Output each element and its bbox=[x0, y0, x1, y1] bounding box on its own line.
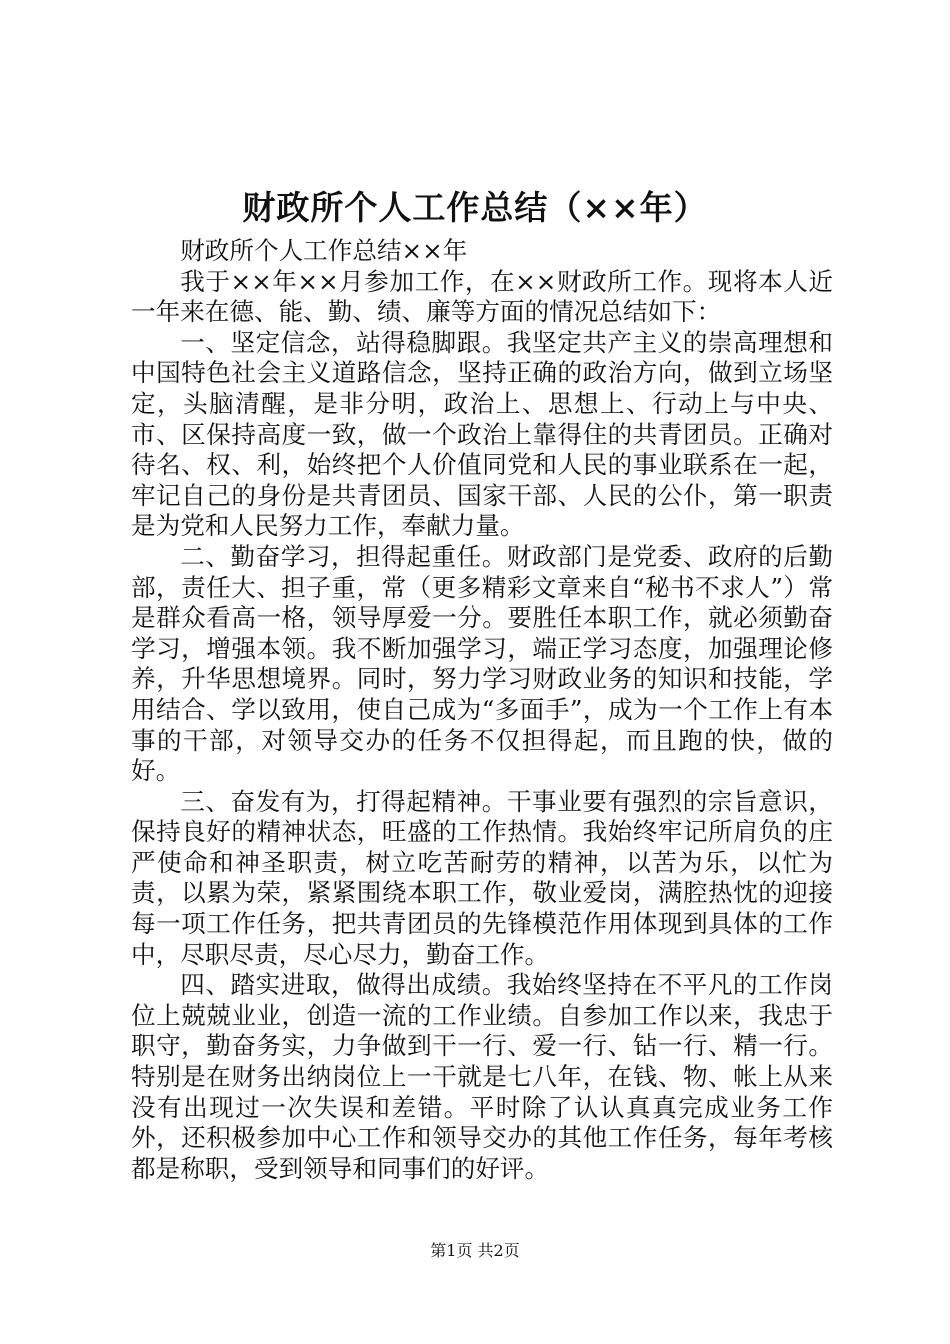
paragraph-intro: 我于××年××月参加工作，在××财政所工作。现将本人近一年来在德、能、勤、绩、廉等方面的情况总结如下： bbox=[131, 266, 833, 327]
paragraph-subtitle: 财政所个人工作总结××年 bbox=[180, 236, 468, 265]
page-number-footer: 第1页 共2页 bbox=[430, 1241, 520, 1260]
document-title: 财政所个人工作总结（××年） bbox=[242, 188, 708, 227]
paragraph-section-3: 三、奋发有为，打得起精神。干事业要有强烈的宗旨意识，保持良好的精神状态，旺盛的工作热情。我始终牢记所肩负的庄严使命和神圣职责，树立吃苦耐劳的精神，以苦为乐，以忙为责，以累为荣，紧紧围绕本职工作，敬业爱岗，满腔热忱的迎接每一项工作任务，把共青团员的先锋模范作用体现到具体的工作中，尽职尽责，尽心尽力，勤奋工作。 bbox=[131, 786, 833, 969]
paragraph-section-4: 四、踏实进取，做得出成绩。我始终坚持在不平凡的工作岗位上兢兢业业，创造一流的工作业绩。自参加工作以来，我忠于职守，勤奋务实，力争做到干一行、爱一行、钻一行、精一行。特别是在财务出纳岗位上一干就是七八年，在钱、物、帐上从来没有出现过一次失误和差错。平时除了认认真真完成业务工作外，还积极参加中心工作和领导交办的其他工作任务，每年考核都是称职，受到领导和同事们的好评。 bbox=[131, 970, 833, 1183]
paragraph-section-2: 二、勤奋学习，担得起重任。财政部门是党委、政府的后勤部，责任大、担子重，常（更多精彩文章来自“秘书不求人”）常是群众看高一格，领导厚爱一分。要胜任本职工作，就必须勤奋学习，增强本领。我不断加强学习，端正学习态度，加强理论修养，升华思想境界。同时，努力学习财政业务的知识和技能，学用结合、学以致用，使自己成为“多面手”，成为一个工作上有本事的干部，对领导交办的任务不仅担得起，而且跑的快，做的好。 bbox=[131, 541, 833, 786]
paragraph-section-1: 一、坚定信念，站得稳脚跟。我坚定共产主义的崇高理想和中国特色社会主义道路信念，坚持正确的政治方向，做到立场坚定，头脑清醒，是非分明，政治上、思想上、行动上与中央、市、区保持高度一致，做一个政治上靠得住的共青团员。正确对待名、权、利，始终把个人价值同党和人民的事业联系在一起，牢记自己的身份是共青团员、国家干部、人民的公仆，第一职责是为党和人民努力工作，奉献力量。 bbox=[131, 327, 833, 541]
document-body bbox=[131, 236, 833, 1184]
